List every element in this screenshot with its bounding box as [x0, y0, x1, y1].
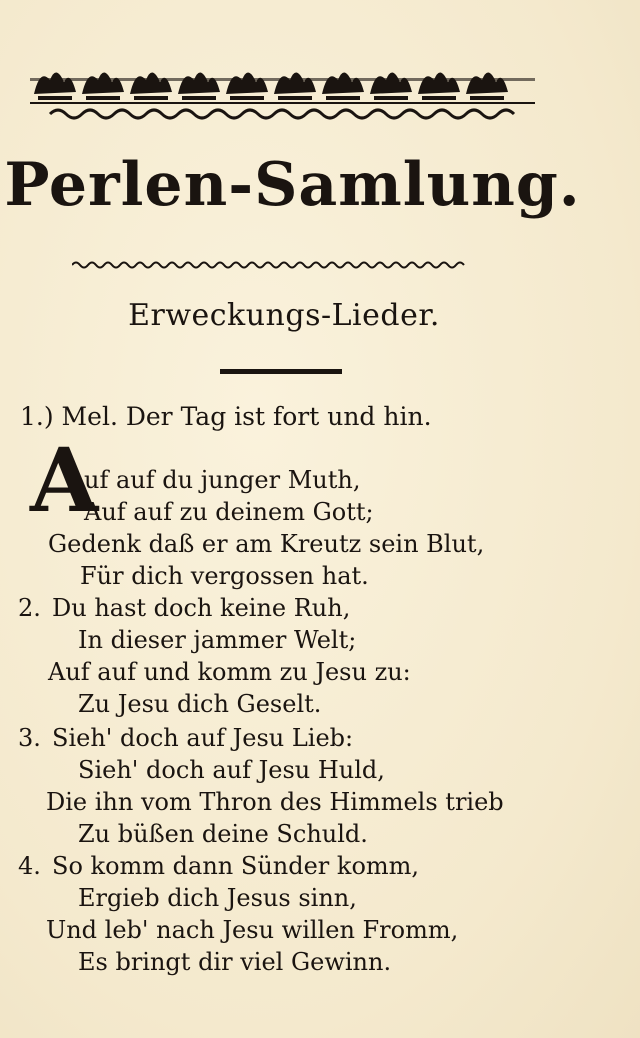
verse-1-line-2: Auf auf zu deinem Gott;: [84, 498, 374, 526]
verse-2-line-3: Auf auf und komm zu Jesu zu:: [48, 658, 411, 686]
verse-1-line-3: Gedenk daß er am Kreutz sein Blut,: [48, 530, 485, 558]
verse-4-number: 4.: [18, 852, 41, 880]
heading-rule: [220, 369, 342, 374]
verse-3-line-1: Sieh' doch auf Jesu Lieb:: [52, 724, 354, 752]
verse-4-line-4: Es bringt dir viel Gewinn.: [78, 948, 392, 976]
verse-3-line-2: Sieh' doch auf Jesu Huld,: [78, 756, 385, 784]
verse-4-line-3: Und leb' nach Jesu willen Fromm,: [46, 916, 459, 944]
verse-3-line-4: Zu büßen deine Schuld.: [78, 820, 368, 848]
verse-3-number: 3.: [18, 724, 41, 752]
verse-1-line-1: uf auf du junger Muth,: [84, 466, 361, 494]
verse-2-number: 2.: [18, 594, 41, 622]
verse-2-line-4: Zu Jesu dich Geselt.: [78, 690, 322, 718]
verse-4-line-1: So komm dann Sünder komm,: [52, 852, 420, 880]
verse-2-line-2: In dieser jammer Welt;: [78, 626, 357, 654]
verse-3-line-3: Die ihn vom Thron des Himmels trieb: [46, 788, 504, 816]
verse-2-line-1: Du hast doch keine Ruh,: [52, 594, 351, 622]
printers-ornament: [30, 58, 535, 122]
verse-1-line-4: Für dich vergossen hat.: [80, 562, 369, 590]
verse-4-line-2: Ergieb dich Jesus sinn,: [78, 884, 357, 912]
page-title: Perlen-Samlung.: [4, 150, 581, 220]
drop-cap: A: [30, 428, 99, 532]
section-heading: Erweckungs-Lieder.: [128, 298, 440, 333]
melody-line: 1.) Mel. Der Tag ist fort und hin.: [20, 402, 432, 431]
wavy-divider: [72, 258, 472, 272]
